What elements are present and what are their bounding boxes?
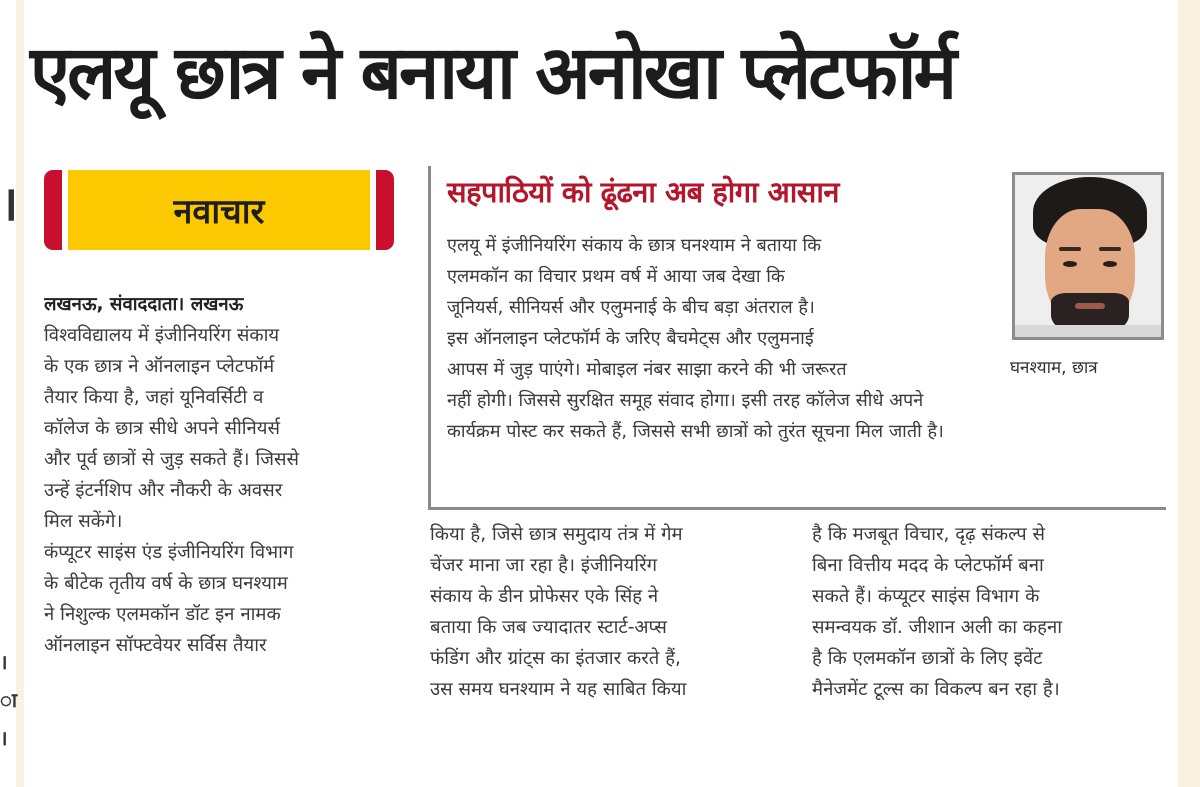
adjacent-column-fragment: । bbox=[0, 726, 8, 750]
article-line: सकते हैं। कंप्यूटर साइंस विभाग के bbox=[812, 586, 1040, 607]
photo-caption: घनश्याम, छात्र bbox=[1010, 358, 1098, 378]
article-line: कंप्यूटर साइंस एंड इंजीनियरिंग विभाग bbox=[44, 542, 294, 563]
article-line: है कि मजबूत विचार, दृढ़ संकल्प से bbox=[812, 524, 1045, 545]
article-line: किया है, जिसे छात्र समुदाय तंत्र में गेम bbox=[430, 524, 683, 545]
article-line: के एक छात्र ने ऑनलाइन प्लेटफॉर्म bbox=[44, 356, 275, 377]
sidebar-line: एलयू में इंजीनियरिंग संकाय के छात्र घनश्याम ने बताया कि bbox=[447, 235, 822, 256]
sidebar-line: एलमकॉन का विचार प्रथम वर्ष में आया जब देखा कि bbox=[447, 266, 785, 287]
article-line: संकाय के डीन प्रोफेसर एके सिंह ने bbox=[430, 586, 659, 607]
section-badge bbox=[44, 170, 394, 250]
page-margin-left bbox=[16, 0, 24, 787]
adjacent-column-fragment: ा bbox=[0, 688, 18, 712]
article-line: तैयार किया है, जहां यूनिवर्सिटी व bbox=[44, 387, 264, 408]
sidebar-line: कार्यक्रम पोस्ट कर सकते हैं, जिससे सभी छात्रों को तुरंत सूचना मिल जाती है। bbox=[447, 421, 944, 442]
article-line: के बीटेक तृतीय वर्ष के छात्र घनश्याम bbox=[44, 573, 288, 594]
article-line: मिल सकेंगे। bbox=[44, 511, 123, 532]
article-column-3 bbox=[812, 519, 1167, 705]
article-line: है कि एलमकॉन छात्रों के लिए इवेंट bbox=[812, 648, 1043, 669]
sidebar-line: नहीं होगी। जिससे सुरक्षित समूह संवाद होगा। इसी तरह कॉलेज सीधे अपने bbox=[447, 390, 924, 411]
article-line: चेंजर माना जा रहा है। इंजीनियरिंग bbox=[430, 555, 658, 576]
badge-label: नवाचार bbox=[68, 170, 370, 250]
article-line: बिना वित्तीय मदद के प्लेटफॉर्म बना bbox=[812, 555, 1044, 576]
badge-cap-left bbox=[44, 170, 62, 250]
article-line: कॉलेज के छात्र सीधे अपने सीनियर्स bbox=[44, 418, 281, 439]
article-line: और पूर्व छात्रों से जुड़ सकते हैं। जिससे bbox=[44, 449, 299, 470]
article-line: लखनऊ, संवाददाता। लखनऊ bbox=[44, 294, 244, 315]
article-line: फंडिंग और ग्रांट्स का इंतजार करते हैं, bbox=[430, 648, 681, 669]
badge-cap-right bbox=[376, 170, 394, 250]
article-line: ने निशुल्क एलमकॉन डॉट इन नामक bbox=[44, 604, 281, 625]
article-line: ऑनलाइन सॉफ्टवेयर सर्विस तैयार bbox=[44, 635, 267, 656]
sidebar-line: इस ऑनलाइन प्लेटफॉर्म के जरिए बैचमेट्स और एलुमनाई bbox=[447, 328, 814, 349]
article-line: उस समय घनश्याम ने यह साबित किया bbox=[430, 679, 687, 700]
headline: एलयू छात्र ने बनाया अनोखा प्लेटफॉर्म bbox=[30, 30, 955, 116]
article-line: विश्वविद्यालय में इंजीनियरिंग संकाय bbox=[44, 325, 280, 346]
adjacent-column-fragment: । bbox=[0, 650, 8, 674]
article-line: उन्हें इंटर्नशिप और नौकरी के अवसर bbox=[44, 480, 283, 501]
article-column-2 bbox=[430, 519, 780, 705]
sidebar-line: आपस में जुड़ पाएंगे। मोबाइल नंबर साझा करने की भी जरूरत bbox=[447, 359, 847, 380]
sidebar-line: जूनियर्स, सीनियर्स और एलुमनाई के बीच बड़ा अंतराल है। bbox=[447, 297, 815, 318]
student-portrait-photo bbox=[1012, 172, 1164, 340]
article-line: समन्वयक डॉ. जीशान अली का कहना bbox=[812, 617, 1063, 638]
sidebar-story-title: सहपाठियों को ढूंढना अब होगा आसान bbox=[447, 175, 840, 209]
article-line: मैनेजमेंट टूल्स का विकल्प बन रहा है। bbox=[812, 679, 1060, 700]
sidebar-story-body bbox=[447, 230, 944, 447]
adjacent-column-fragment: । bbox=[0, 176, 19, 232]
page-margin-right bbox=[1178, 0, 1200, 787]
article-column-1 bbox=[44, 289, 394, 661]
article-line: बताया कि जब ज्यादातर स्टार्ट-अप्स bbox=[430, 617, 667, 638]
